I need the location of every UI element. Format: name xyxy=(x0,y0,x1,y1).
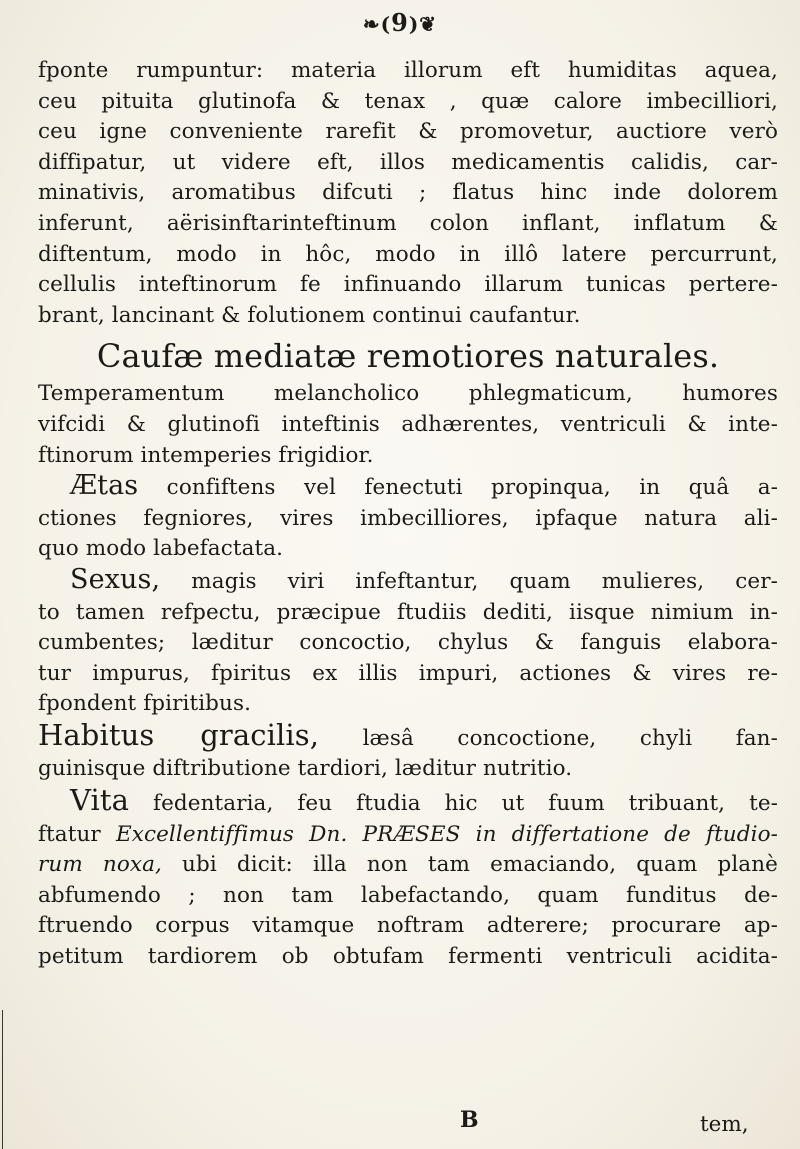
sexus-lead: Sexus, xyxy=(70,563,161,595)
ornament-right: )❦ xyxy=(408,12,438,36)
text-line: cellulis inteftinorum fe infinuando illarum tunicas pertere- xyxy=(38,272,778,298)
section-heading: Caufæ mediatæ remotiores naturales. xyxy=(96,337,720,376)
text-line: ftinorum intemperies frigidior. xyxy=(38,442,374,468)
text-line: fponte rumpuntur: materia illorum eft humiditas aquea, xyxy=(38,58,778,83)
ornament-left: ❧( xyxy=(362,12,392,36)
text-line: ceu pituita glutinofa & tenax , quæ calore imbecilliori, xyxy=(38,88,778,114)
text-line: quo modo labefactata. xyxy=(38,536,284,562)
text-line: to tamen refpectu, præcipue ftudiis dediti, iisque nimium in- xyxy=(38,599,778,625)
text-line: diffipatur, ut videre eft, illos medicamentis calidis, car- xyxy=(38,149,778,175)
text-line: diftentum, modo in hôc, modo in illô latere percurrunt, xyxy=(38,241,778,267)
text-line: ftruendo corpus vitamque noftram adterere; procurare ap- xyxy=(38,913,778,939)
text-line: abfumendo ; non tam labefactando, quam funditus de- xyxy=(38,882,778,908)
citation-title: rum noxa, xyxy=(38,852,162,878)
text-line: ftatur Excellentiffimus Dn. PRÆSES in differtatione de ftudio- xyxy=(38,821,779,847)
text-line: tur impurus, fpiritus ex illis impuri, actiones & vires re- xyxy=(38,660,778,686)
aetas-line: Ætas confiftens vel fenectuti propinqua, in quâ a- xyxy=(70,470,778,502)
signature-mark: B xyxy=(460,1107,479,1133)
habitus-line: Habitus gracilis, læsâ concoctione, chyli fan- xyxy=(38,717,778,752)
text-line: cumbentes; læditur concoctio, chylus & fanguis elabora- xyxy=(38,630,778,656)
text-line: Temperamentum melancholico phlegmaticum, humores xyxy=(38,381,778,407)
text-line: vifcidi & glutinofi inteftinis adhærentes, ventriculi & inte- xyxy=(38,411,778,437)
text-line: fpondent fpiritibus. xyxy=(38,691,252,717)
habitus-lead: Habitus gracilis, xyxy=(38,717,320,752)
text-line: ctiones fegniores, vires imbecilliores, ipfaque natura ali- xyxy=(38,505,778,531)
page-edge-line xyxy=(2,1010,3,1149)
text-line: rum noxa, ubi dicit: illa non tam emaciando, quam planè xyxy=(38,852,778,878)
text-line: ceu igne conveniente rarefit & promovetur, auctiore verò xyxy=(38,119,778,145)
page-number: 9 xyxy=(391,8,409,37)
page-header xyxy=(0,8,800,37)
vita-line: Vita fedentaria, feu ftudia hic ut fuum tribuant, te- xyxy=(70,783,779,818)
body-text xyxy=(38,56,778,973)
text-line: inferunt, aërisinftarinteftinum colon inflant, inflatum & xyxy=(38,210,778,236)
text-line: brant, lancinant & folutionem continui caufantur. xyxy=(38,302,581,328)
citation: Excellentiffimus Dn. PRÆSES in differtatione de ftudio- xyxy=(115,821,779,847)
aetas-lead: Ætas xyxy=(70,470,139,502)
text-line: minativis, aromatibus difcuti ; flatus hinc inde dolorem xyxy=(38,180,778,206)
text-line: guinisque diftributione tardiori, læditur nutritio. xyxy=(38,756,573,782)
vita-lead: Vita xyxy=(70,783,130,818)
text-line: petitum tardiorem ob obtufam fermenti ventriculi acidita- xyxy=(38,944,778,970)
sexus-line: Sexus, magis viri infeftantur, quam mulieres, cer- xyxy=(70,563,778,595)
catchword: tem, xyxy=(700,1112,749,1137)
